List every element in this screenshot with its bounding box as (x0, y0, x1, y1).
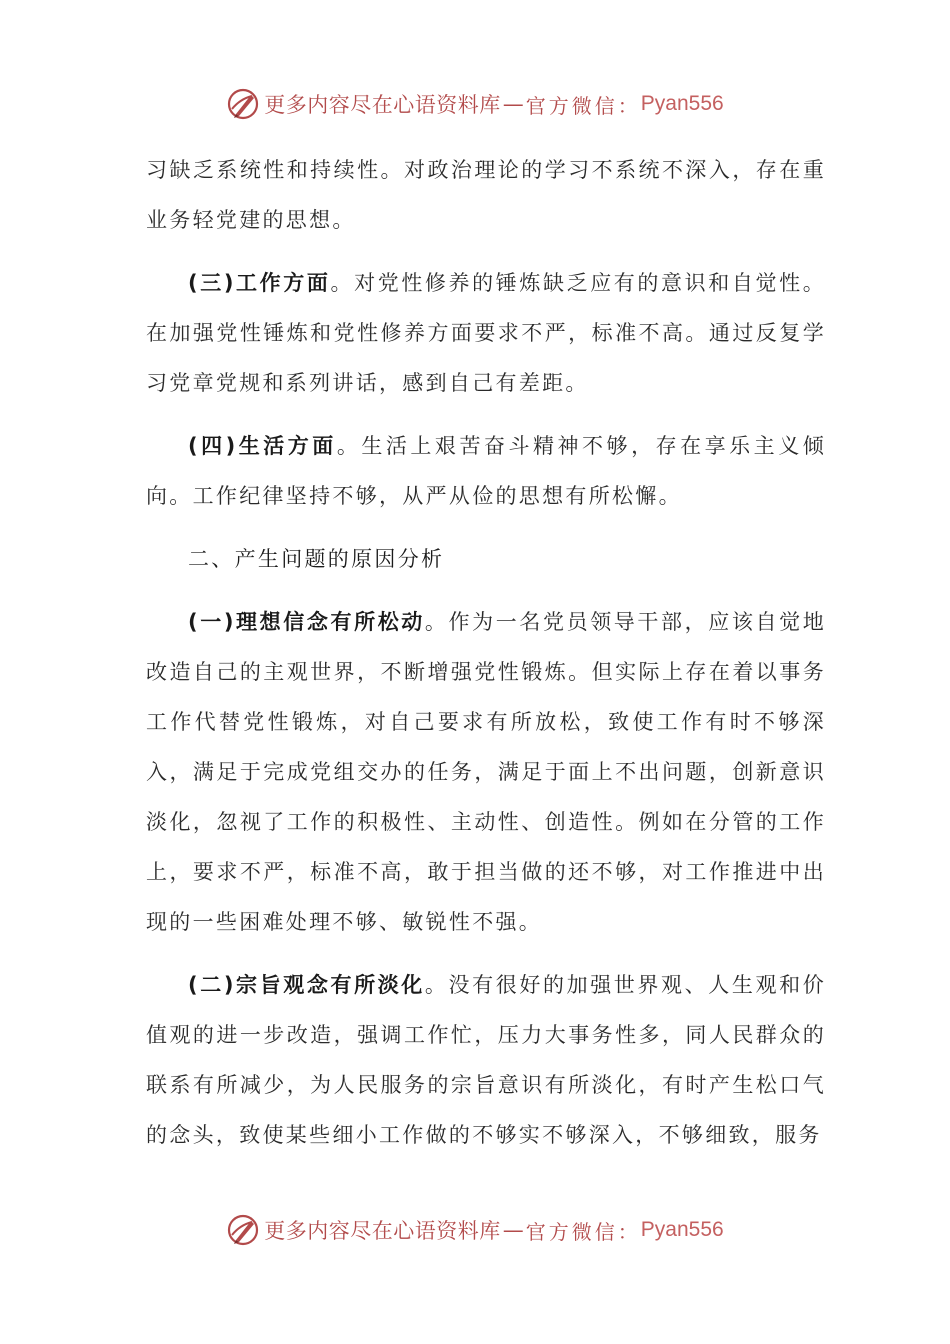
pen-logo-icon (226, 87, 260, 121)
paragraph-text: 。没有很好的加强世界观、人生观和价值观的进一步改造，强调工作忙，压力大事务性多，同人民群众的联系有所减少，为人民服务的宗旨意识有所淡化，有时产生松口气的念头，致使某些细小工作做的不够实不够深入，不够细致，服务 (146, 973, 826, 1147)
footer-watermark-banner (0, 1210, 950, 1250)
paragraph-work-aspect (146, 258, 826, 408)
banner-wechat-id: Pyan556 (640, 92, 724, 115)
banner-dash: — (502, 1218, 524, 1242)
paragraph-heading: (二)宗旨观念有所淡化 (188, 973, 425, 997)
banner-brand-text: 更多内容尽在心语资料库 (264, 1219, 501, 1243)
section-title: 二、产生问题的原因分析 (188, 547, 445, 571)
paragraph-ideals (146, 597, 826, 947)
banner-wechat-label: 官方微信： (525, 93, 641, 118)
document-body (146, 145, 826, 1160)
paragraph-text: 。作为一名党员领导干部，应该自觉地改造自己的主观世界，不断增强党性锻炼。但实际上存在着以事务工作代替党性锻炼，对自己要求有所放松，致使工作有时不够深入，满足于完成党组交办的任务，满足于面上不出问题，创新意识淡化，忽视了工作的积极性、主动性、创造性。例如在分管的工作上，要求不严，标准不高，敢于担当做的还不够，对工作推进中出现的一些困难处理不够、敏锐性不强。 (146, 610, 826, 934)
paragraph-text: 。对党性修养的锤炼缺乏应有的意识和自觉性。在加强党性锤炼和党性修养方面要求不严，标准不高。通过反复学习党章党规和系列讲话，感到自己有差距。 (146, 271, 826, 395)
banner-wechat-label: 官方微信： (525, 1219, 641, 1244)
paragraph-heading: (四)生活方面 (188, 434, 337, 458)
paragraph-heading: (三)工作方面 (188, 271, 331, 295)
banner-brand-text: 更多内容尽在心语资料库 (264, 93, 501, 117)
banner-dash: — (502, 92, 524, 116)
paragraph-purpose (146, 960, 826, 1160)
pen-logo-icon (226, 1213, 260, 1247)
paragraph-life-aspect (146, 421, 826, 521)
banner-wechat-id: Pyan556 (640, 1218, 724, 1241)
paragraph-text: 。生活上艰苦奋斗精神不够，存在享乐主义倾向。工作纪律坚持不够，从严从俭的思想有所松懈。 (146, 434, 827, 508)
header-watermark-banner (0, 84, 950, 124)
paragraph-continued: 习缺乏系统性和持续性。对政治理论的学习不系统不深入，存在重业务轻党建的思想。 (146, 158, 826, 232)
paragraph-heading: (一)理想信念有所松动 (188, 610, 425, 634)
